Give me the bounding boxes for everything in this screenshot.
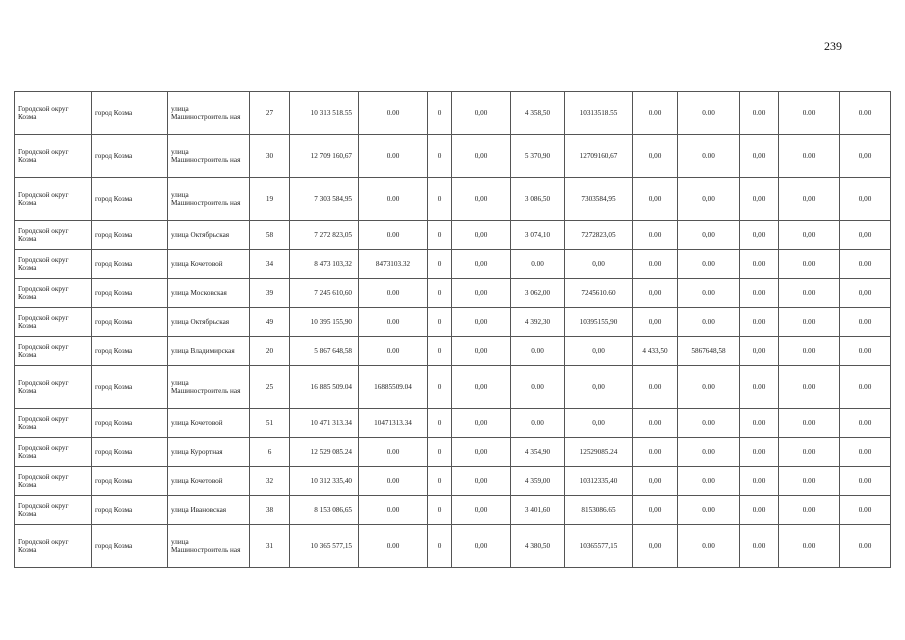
- total-cost-cell: 7 272 823,05: [290, 221, 359, 250]
- value-cell-9: 0.00: [779, 279, 840, 308]
- value-cell-7: 0,00: [678, 221, 740, 250]
- house-number-cell: 25: [250, 366, 290, 409]
- district-cell: Городской округ Козма: [15, 221, 92, 250]
- city-cell: город Козма: [92, 337, 168, 366]
- value-cell-8: 0,00: [740, 221, 779, 250]
- table-row: [15, 178, 891, 221]
- table-row: [15, 337, 891, 366]
- total-cost-cell: 5 867 648,58: [290, 337, 359, 366]
- house-number-cell: 58: [250, 221, 290, 250]
- value-cell-8: 0.00: [740, 525, 779, 568]
- value-cell-5: 7245610.60: [565, 279, 633, 308]
- value-cell-7: 0.00: [678, 525, 740, 568]
- value-cell-10: 0,00: [840, 279, 891, 308]
- value-cell-6: 0,00: [633, 496, 678, 525]
- value-cell-1: 0.00: [359, 525, 428, 568]
- house-number-cell: 38: [250, 496, 290, 525]
- value-cell-5: 10395155,90: [565, 308, 633, 337]
- house-number-cell: 30: [250, 135, 290, 178]
- table-row: [15, 438, 891, 467]
- street-cell: улица Московская: [168, 279, 250, 308]
- value-cell-2: 0: [428, 221, 452, 250]
- value-cell-3: 0,00: [452, 308, 511, 337]
- house-number-cell: 6: [250, 438, 290, 467]
- value-cell-6: 0.00: [633, 409, 678, 438]
- district-cell: Городской округ Козма: [15, 467, 92, 496]
- street-cell: улица Машиностроитель ная: [168, 178, 250, 221]
- street-cell: улица Ивановская: [168, 496, 250, 525]
- table-row: [15, 467, 891, 496]
- value-cell-1: 0.00: [359, 135, 428, 178]
- value-cell-2: 0: [428, 250, 452, 279]
- value-cell-4: 3 074,10: [511, 221, 565, 250]
- district-cell: Городской округ Козма: [15, 279, 92, 308]
- value-cell-4: 3 086,50: [511, 178, 565, 221]
- value-cell-6: 0.00: [633, 92, 678, 135]
- value-cell-9: 0.00: [779, 366, 840, 409]
- value-cell-8: 0.00: [740, 438, 779, 467]
- value-cell-6: 0.00: [633, 250, 678, 279]
- city-cell: город Козма: [92, 92, 168, 135]
- street-cell: улица Октябрьская: [168, 221, 250, 250]
- value-cell-9: 0.00: [779, 135, 840, 178]
- table-body: [15, 92, 891, 568]
- value-cell-1: 8473103.32: [359, 250, 428, 279]
- city-cell: город Козма: [92, 135, 168, 178]
- street-cell: улица Кочетовой: [168, 467, 250, 496]
- value-cell-1: 16885509.04: [359, 366, 428, 409]
- street-cell: улица Октябрьская: [168, 308, 250, 337]
- house-number-cell: 27: [250, 92, 290, 135]
- value-cell-10: 0,00: [840, 221, 891, 250]
- total-cost-cell: 7 245 610,60: [290, 279, 359, 308]
- value-cell-7: 5867648,58: [678, 337, 740, 366]
- value-cell-3: 0,00: [452, 409, 511, 438]
- city-cell: город Козма: [92, 409, 168, 438]
- value-cell-6: 0,00: [633, 135, 678, 178]
- value-cell-5: 0,00: [565, 337, 633, 366]
- value-cell-2: 0: [428, 525, 452, 568]
- district-cell: Городской округ Козма: [15, 250, 92, 279]
- value-cell-5: 0,00: [565, 366, 633, 409]
- city-cell: город Козма: [92, 366, 168, 409]
- value-cell-3: 0,00: [452, 438, 511, 467]
- value-cell-7: 0.00: [678, 409, 740, 438]
- value-cell-4: 4 380,50: [511, 525, 565, 568]
- street-cell: улица Машиностроитель ная: [168, 525, 250, 568]
- value-cell-9: 0.00: [779, 308, 840, 337]
- value-cell-10: 0.00: [840, 92, 891, 135]
- house-number-cell: 20: [250, 337, 290, 366]
- value-cell-2: 0: [428, 279, 452, 308]
- value-cell-2: 0: [428, 178, 452, 221]
- house-number-cell: 34: [250, 250, 290, 279]
- city-cell: город Козма: [92, 496, 168, 525]
- house-number-cell: 39: [250, 279, 290, 308]
- district-cell: Городской округ Козма: [15, 409, 92, 438]
- value-cell-4: 0.00: [511, 250, 565, 279]
- value-cell-3: 0,00: [452, 92, 511, 135]
- house-number-cell: 49: [250, 308, 290, 337]
- value-cell-1: 0.00: [359, 467, 428, 496]
- value-cell-9: 0.00: [779, 467, 840, 496]
- value-cell-10: 0,00: [840, 178, 891, 221]
- value-cell-6: 0,00: [633, 467, 678, 496]
- table-row: [15, 525, 891, 568]
- table-row: [15, 308, 891, 337]
- value-cell-3: 0,00: [452, 279, 511, 308]
- district-cell: Городской округ Козма: [15, 438, 92, 467]
- value-cell-2: 0: [428, 409, 452, 438]
- value-cell-1: 10471313.34: [359, 409, 428, 438]
- value-cell-6: 0,00: [633, 525, 678, 568]
- district-cell: Городской округ Козма: [15, 496, 92, 525]
- total-cost-cell: 12 709 160,67: [290, 135, 359, 178]
- value-cell-6: 0,00: [633, 308, 678, 337]
- value-cell-5: 0,00: [565, 250, 633, 279]
- value-cell-9: 0.00: [779, 409, 840, 438]
- value-cell-7: 0.00: [678, 496, 740, 525]
- value-cell-9: 0,00: [779, 178, 840, 221]
- value-cell-8: 0,00: [740, 337, 779, 366]
- value-cell-5: 7272823,05: [565, 221, 633, 250]
- value-cell-3: 0,00: [452, 135, 511, 178]
- total-cost-cell: 16 885 509.04: [290, 366, 359, 409]
- street-cell: улица Курортная: [168, 438, 250, 467]
- value-cell-7: 0.00: [678, 438, 740, 467]
- total-cost-cell: 10 312 335,40: [290, 467, 359, 496]
- value-cell-8: 0.00: [740, 279, 779, 308]
- data-table: [14, 91, 891, 568]
- value-cell-9: 0.00: [779, 337, 840, 366]
- value-cell-2: 0: [428, 467, 452, 496]
- value-cell-3: 0,00: [452, 525, 511, 568]
- total-cost-cell: 10 395 155,90: [290, 308, 359, 337]
- total-cost-cell: 10 313 518.55: [290, 92, 359, 135]
- city-cell: город Козма: [92, 250, 168, 279]
- value-cell-7: 0.00: [678, 279, 740, 308]
- district-cell: Городской округ Козма: [15, 135, 92, 178]
- value-cell-1: 0.00: [359, 178, 428, 221]
- page-number: 239: [824, 39, 842, 53]
- street-cell: улица Машиностроитель ная: [168, 92, 250, 135]
- city-cell: город Козма: [92, 221, 168, 250]
- value-cell-2: 0: [428, 135, 452, 178]
- value-cell-5: 10365577,15: [565, 525, 633, 568]
- value-cell-1: 0.00: [359, 308, 428, 337]
- city-cell: город Козма: [92, 308, 168, 337]
- value-cell-1: 0.00: [359, 337, 428, 366]
- table-row: [15, 279, 891, 308]
- value-cell-4: 3 401,60: [511, 496, 565, 525]
- value-cell-6: 0,00: [633, 279, 678, 308]
- value-cell-10: 0.00: [840, 337, 891, 366]
- value-cell-5: 10312335,40: [565, 467, 633, 496]
- value-cell-9: 0.00: [779, 525, 840, 568]
- table-row: [15, 409, 891, 438]
- value-cell-6: 0.00: [633, 221, 678, 250]
- street-cell: улица Владимирская: [168, 337, 250, 366]
- value-cell-8: 0.00: [740, 409, 779, 438]
- value-cell-8: 0,00: [740, 135, 779, 178]
- street-cell: улица Машиностроитель ная: [168, 366, 250, 409]
- house-number-cell: 19: [250, 178, 290, 221]
- value-cell-6: 4 433,50: [633, 337, 678, 366]
- value-cell-7: 0.00: [678, 135, 740, 178]
- total-cost-cell: 8 473 103,32: [290, 250, 359, 279]
- value-cell-8: 0.00: [740, 308, 779, 337]
- value-cell-4: 0.00: [511, 409, 565, 438]
- value-cell-2: 0: [428, 438, 452, 467]
- total-cost-cell: 8 153 086,65: [290, 496, 359, 525]
- district-cell: Городской округ Козма: [15, 92, 92, 135]
- city-cell: город Козма: [92, 178, 168, 221]
- street-cell: улица Кочетовой: [168, 409, 250, 438]
- value-cell-1: 0.00: [359, 279, 428, 308]
- district-cell: Городской округ Козма: [15, 178, 92, 221]
- city-cell: город Козма: [92, 467, 168, 496]
- district-cell: Городской округ Козма: [15, 337, 92, 366]
- value-cell-7: 0.00: [678, 92, 740, 135]
- value-cell-10: 0.00: [840, 250, 891, 279]
- value-cell-3: 0,00: [452, 467, 511, 496]
- value-cell-10: 0.00: [840, 467, 891, 496]
- value-cell-1: 0.00: [359, 438, 428, 467]
- value-cell-1: 0.00: [359, 221, 428, 250]
- value-cell-3: 0,00: [452, 496, 511, 525]
- value-cell-3: 0,00: [452, 250, 511, 279]
- street-cell: улица Кочетовой: [168, 250, 250, 279]
- value-cell-6: 0,00: [633, 178, 678, 221]
- value-cell-4: 3 062,00: [511, 279, 565, 308]
- value-cell-10: 0.00: [840, 308, 891, 337]
- value-cell-6: 0.00: [633, 366, 678, 409]
- value-cell-10: 0.00: [840, 366, 891, 409]
- value-cell-3: 0,00: [452, 221, 511, 250]
- value-cell-5: 8153086.65: [565, 496, 633, 525]
- value-cell-7: 0.00: [678, 366, 740, 409]
- value-cell-9: 0.00: [779, 250, 840, 279]
- house-number-cell: 31: [250, 525, 290, 568]
- value-cell-10: 0.00: [840, 496, 891, 525]
- city-cell: город Козма: [92, 279, 168, 308]
- value-cell-1: 0.00: [359, 496, 428, 525]
- district-cell: Городской округ Козма: [15, 308, 92, 337]
- city-cell: город Козма: [92, 438, 168, 467]
- value-cell-9: 0,00: [779, 221, 840, 250]
- value-cell-9: 0.00: [779, 496, 840, 525]
- value-cell-2: 0: [428, 308, 452, 337]
- value-cell-2: 0: [428, 92, 452, 135]
- value-cell-3: 0,00: [452, 178, 511, 221]
- value-cell-5: 7303584,95: [565, 178, 633, 221]
- table-row: [15, 221, 891, 250]
- value-cell-10: 0.00: [840, 409, 891, 438]
- value-cell-5: 12709160,67: [565, 135, 633, 178]
- table-row: [15, 250, 891, 279]
- value-cell-8: 0.00: [740, 496, 779, 525]
- street-cell: улица Машиностроитель ная: [168, 135, 250, 178]
- table-row: [15, 496, 891, 525]
- table-row: [15, 366, 891, 409]
- value-cell-7: 0.00: [678, 250, 740, 279]
- value-cell-9: 0.00: [779, 438, 840, 467]
- value-cell-7: 0.00: [678, 467, 740, 496]
- value-cell-4: 5 370,90: [511, 135, 565, 178]
- value-cell-7: 0.00: [678, 308, 740, 337]
- value-cell-3: 0,00: [452, 337, 511, 366]
- house-number-cell: 32: [250, 467, 290, 496]
- value-cell-8: 0.00: [740, 250, 779, 279]
- value-cell-4: 0.00: [511, 337, 565, 366]
- value-cell-4: 4 359,00: [511, 467, 565, 496]
- value-cell-8: 0,00: [740, 178, 779, 221]
- value-cell-2: 0: [428, 366, 452, 409]
- value-cell-4: 4 354,90: [511, 438, 565, 467]
- table-row: [15, 135, 891, 178]
- value-cell-2: 0: [428, 337, 452, 366]
- district-cell: Городской округ Козма: [15, 366, 92, 409]
- district-cell: Городской округ Козма: [15, 525, 92, 568]
- value-cell-4: 4 392,30: [511, 308, 565, 337]
- table-row: [15, 92, 891, 135]
- value-cell-8: 0.00: [740, 92, 779, 135]
- value-cell-10: 0.00: [840, 438, 891, 467]
- house-number-cell: 51: [250, 409, 290, 438]
- city-cell: город Козма: [92, 525, 168, 568]
- value-cell-6: 0.00: [633, 438, 678, 467]
- value-cell-10: 0.00: [840, 525, 891, 568]
- value-cell-8: 0.00: [740, 366, 779, 409]
- value-cell-5: 12529085.24: [565, 438, 633, 467]
- total-cost-cell: 7 303 584,95: [290, 178, 359, 221]
- total-cost-cell: 12 529 085.24: [290, 438, 359, 467]
- value-cell-2: 0: [428, 496, 452, 525]
- value-cell-8: 0.00: [740, 467, 779, 496]
- total-cost-cell: 10 471 313.34: [290, 409, 359, 438]
- value-cell-4: 4 358,50: [511, 92, 565, 135]
- value-cell-5: 0,00: [565, 409, 633, 438]
- value-cell-4: 0.00: [511, 366, 565, 409]
- value-cell-3: 0,00: [452, 366, 511, 409]
- total-cost-cell: 10 365 577,15: [290, 525, 359, 568]
- value-cell-10: 0,00: [840, 135, 891, 178]
- value-cell-5: 10313518.55: [565, 92, 633, 135]
- value-cell-7: 0,00: [678, 178, 740, 221]
- value-cell-9: 0.00: [779, 92, 840, 135]
- value-cell-1: 0.00: [359, 92, 428, 135]
